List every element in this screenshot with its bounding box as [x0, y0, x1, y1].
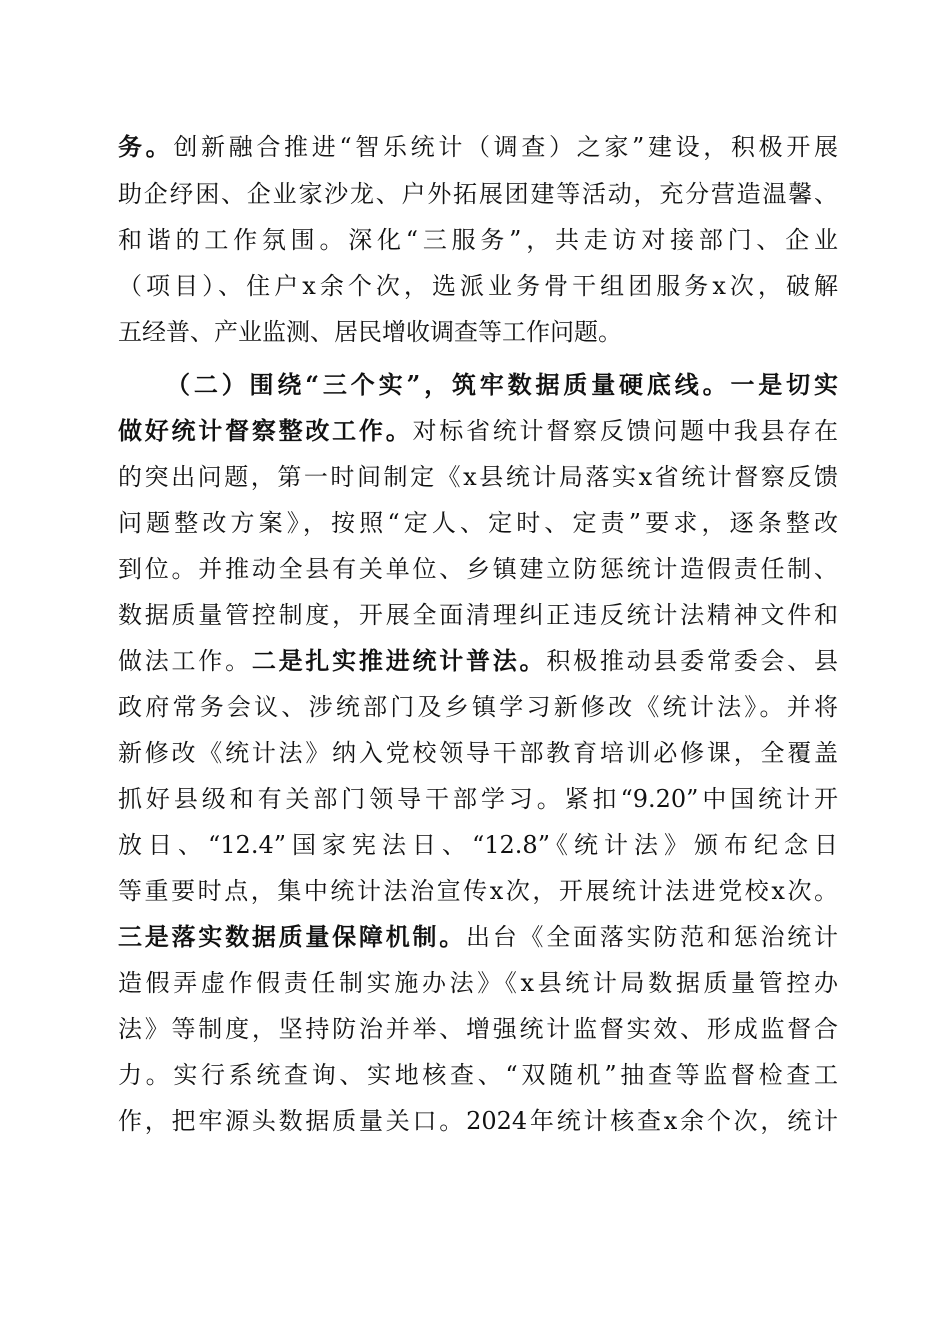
text-line-13 [118, 691, 838, 723]
text-line-10 [118, 553, 838, 585]
text-segment: 等重要时点，集中统计法治宣传x次，开展统计法进党校x次。 [118, 877, 838, 905]
text-segment: 到位。并推动全县有关单位、乡镇建立防惩统计造假责任制、 [118, 555, 838, 583]
text-segment: 法》等制度，坚持防治并举、增强统计监督实效、形成监督合 [118, 1015, 838, 1043]
text-line-15 [118, 783, 838, 815]
text-line-11 [118, 599, 838, 631]
text-segment: （项目）、住户x余个次，选派业务骨干组团服务x次，破解 [118, 272, 838, 300]
bold-heading-segment: 务。 [118, 132, 174, 161]
text-segment: 数据质量管控制度，开展全面清理纠正违反统计法精神文件和 [118, 601, 838, 629]
text-segment: 力。实行系统查询、实地核查、“双随机”抽查等监督检查工 [118, 1061, 838, 1089]
text-segment: 对标省统计督察反馈问题中我县存在 [412, 417, 839, 445]
text-segment: 政府常务会议、涉统部门及乡镇学习新修改《统计法》。并将 [118, 693, 838, 721]
text-segment: 放日、“12.4”国家宪法日、“12.8”《统计法》颁布纪念日 [118, 831, 838, 859]
text-segment: 做法工作。 [118, 647, 252, 675]
text-line-21 [118, 1059, 838, 1091]
bold-heading-segment: （二）围绕“三个实”，筑牢数据质量硬底线。一是切实 [166, 370, 838, 399]
text-line-9 [118, 507, 838, 539]
text-line-7 [118, 415, 838, 447]
text-line-1 [118, 131, 838, 163]
text-segment: 的突出问题，第一时间制定《x县统计局落实x省统计督察反馈 [118, 463, 838, 491]
text-line-8 [118, 461, 838, 493]
text-line-18 [118, 921, 838, 953]
text-segment: 和谐的工作氛围。深化“三服务”，共走访对接部门、企业 [118, 226, 838, 254]
bold-heading-segment: 二是扎实推进统计普法。 [251, 646, 547, 675]
text-line-4 [118, 270, 838, 302]
text-line-22 [118, 1105, 838, 1137]
text-segment: 积极推动县委常委会、县 [546, 647, 839, 675]
text-line-5 [118, 316, 838, 348]
text-line-6 [166, 369, 838, 401]
text-line-20 [118, 1013, 838, 1045]
text-segment: 创新融合推进“智乐统计（调查）之家”建设，积极开展 [173, 133, 838, 161]
text-line-3 [118, 224, 838, 256]
text-segment: 助企纾困、企业家沙龙、户外拓展团建等活动，充分营造温馨、 [118, 180, 838, 208]
text-segment: 作，把牢源头数据质量关口。2024年统计核查x余个次，统计 [118, 1107, 838, 1135]
text-segment: 五经普、产业监测、居民增收调查等工作问题。 [118, 318, 622, 346]
text-line-19 [118, 967, 838, 999]
text-segment: 出台《全面落实防范和惩治统计 [466, 923, 838, 951]
text-line-16 [118, 829, 838, 861]
text-segment: 造假弄虚作假责任制实施办法》《x县统计局数据质量管控办 [118, 969, 838, 997]
text-line-17 [118, 875, 838, 907]
bold-heading-segment: 做好统计督察整改工作。 [118, 416, 413, 445]
text-line-14 [118, 737, 838, 769]
bold-heading-segment: 三是落实数据质量保障机制。 [118, 922, 466, 951]
text-line-12 [118, 645, 838, 677]
text-line-2 [118, 178, 838, 210]
text-segment: 新修改《统计法》纳入党校领导干部教育培训必修课，全覆盖 [118, 739, 838, 767]
text-segment: 问题整改方案》，按照“定人、定时、定责”要求，逐条整改 [118, 509, 838, 537]
text-segment: 抓好县级和有关部门领导干部学习。紧扣“9.20”中国统计开 [118, 785, 838, 813]
